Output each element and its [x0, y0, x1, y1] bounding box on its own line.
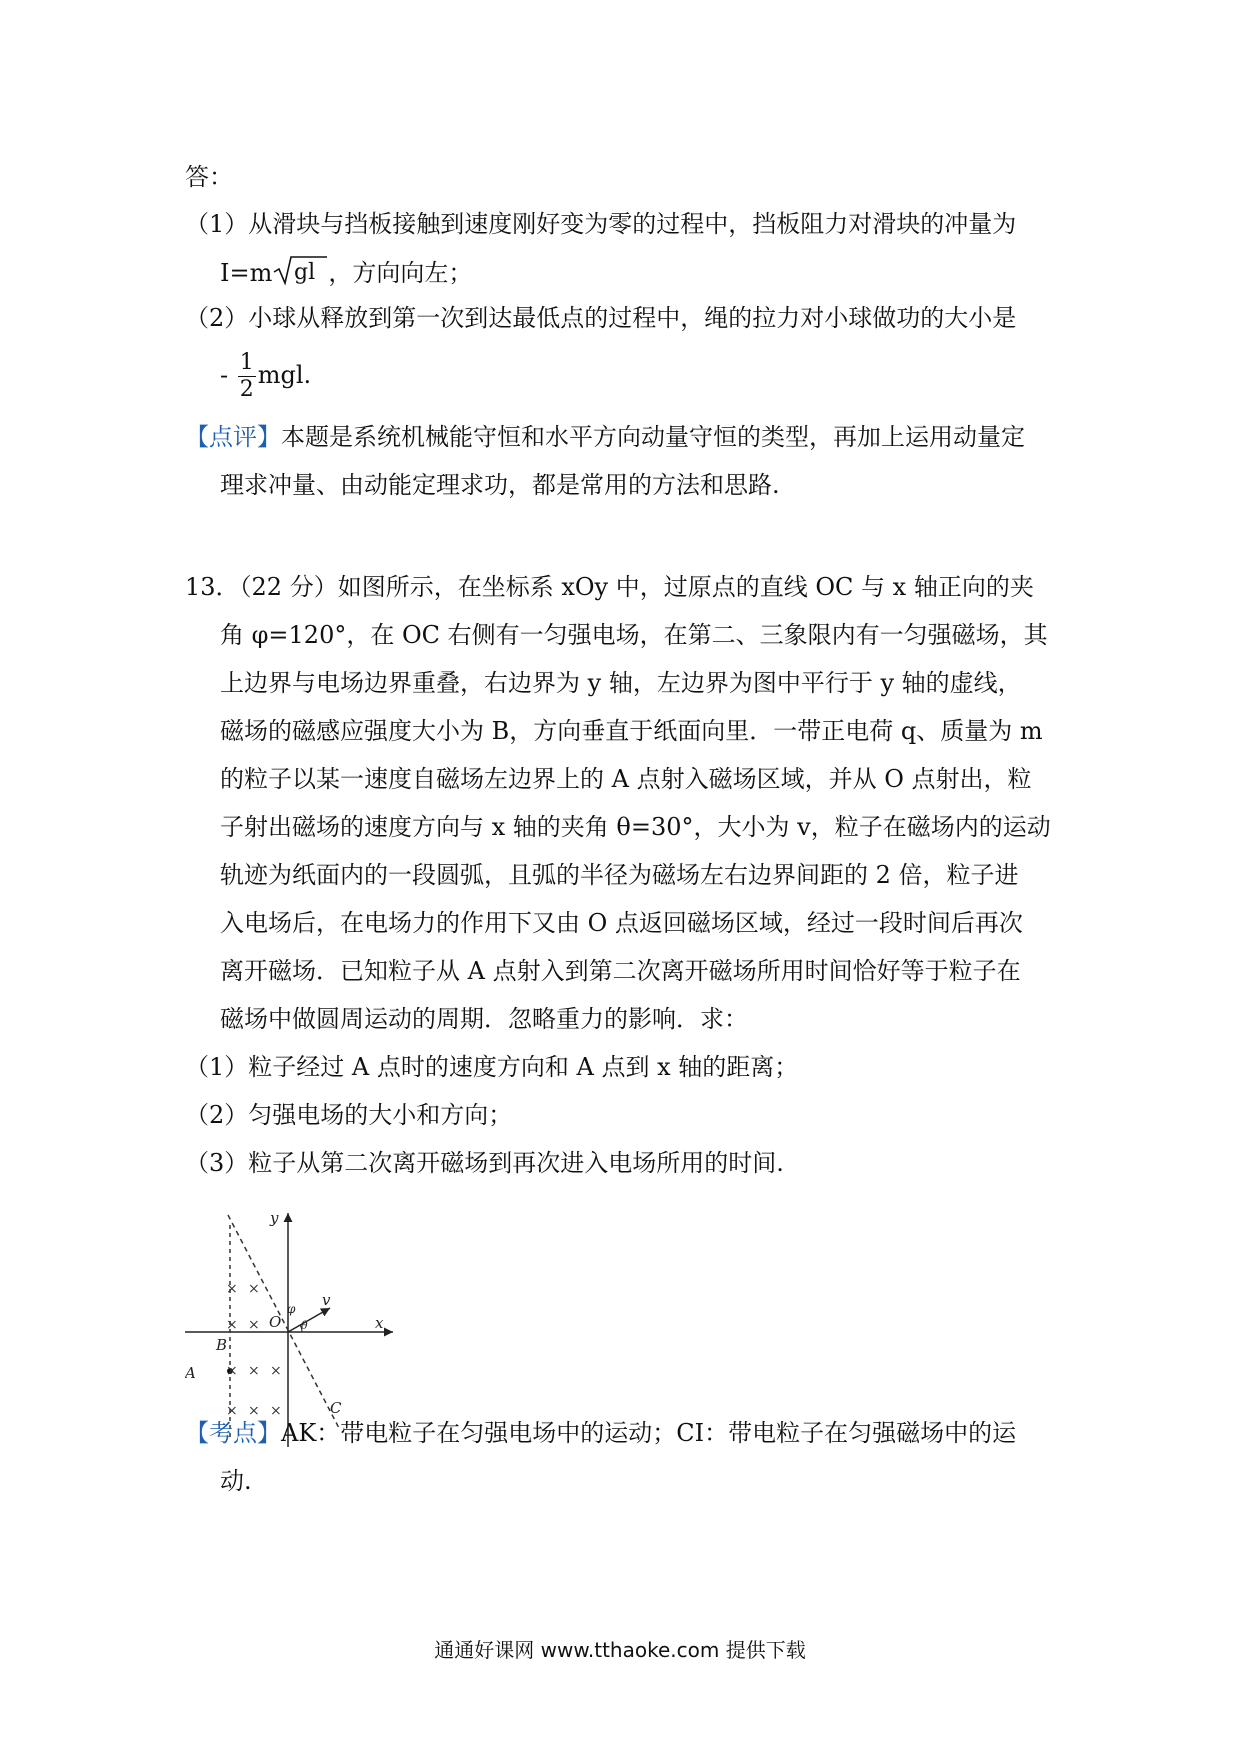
q13-line-4: 磁场的磁感应强度大小为 B，方向垂直于纸面向里．一带正电荷 q、质量为 m — [220, 717, 1043, 745]
svg-text:×: × — [226, 1317, 238, 1333]
comment-line1 — [185, 420, 1025, 454]
svg-text:×: × — [270, 1363, 282, 1379]
q13-line-1: 13．（22 分）如图所示，在坐标系 xOy 中，过原点的直线 OC 与 x 轴正向的夹 — [185, 573, 1034, 601]
svg-text:×: × — [226, 1281, 238, 1297]
kaodian-line2: 动. — [220, 1467, 252, 1495]
answer-part2-line1: （2）小球从释放到第一次到达最低点的过程中，绳的拉力对小球做功的大小是 — [185, 304, 1017, 332]
minus-sign: - — [220, 361, 229, 389]
q13-line-2: 角 φ=120°，在 OC 右侧有一匀强电场，在第二、三象限内有一匀强磁场，其 — [220, 621, 1048, 649]
answer-part2-suffix: mgl. — [257, 361, 312, 389]
q13-sub3: （3）粒子从第二次离开磁场到再次进入电场所用的时间. — [185, 1149, 784, 1177]
label-b: B — [216, 1336, 228, 1354]
q13-line-9: 离开磁场．已知粒子从 A 点射入到第二次离开磁场所用时间恰好等于粒子在 — [220, 957, 1021, 985]
label-o: O — [269, 1313, 282, 1331]
formula-suffix: ，方向向左； — [328, 259, 473, 287]
answer-part2-value — [220, 352, 311, 401]
answer-label: 答： — [185, 163, 233, 191]
svg-text:×: × — [226, 1363, 238, 1379]
field-crosses — [226, 1281, 282, 1419]
q13-sub2: （2）匀强电场的大小和方向； — [185, 1101, 513, 1129]
kaodian-text1: AK：带电粒子在匀强电场中的运动；CI：带电粒子在匀强磁场中的运 — [281, 1419, 1017, 1447]
comment-text1: 本题是系统机械能守恒和水平方向动量守恒的类型，再加上运用动量定 — [281, 423, 1025, 451]
label-x: x — [375, 1314, 384, 1332]
label-a: A — [185, 1364, 196, 1382]
sqrt-radicand: gl — [294, 260, 316, 285]
answer-part1-line1: （1）从滑块与挡板接触到速度刚好变为零的过程中，挡板阻力对滑块的冲量为 — [185, 210, 1017, 238]
label-phi: φ — [287, 1302, 296, 1316]
q13-line-3: 上边界与电场边界重叠，右边界为 y 轴，左边界为图中平行于 y 轴的虚线， — [220, 669, 1022, 697]
q13-line-6: 子射出磁场的速度方向与 x 轴的夹角 θ=30°，大小为 v，粒子在磁场内的运动 — [220, 813, 1051, 841]
kaodian-tag: 【考点】 — [185, 1419, 281, 1447]
label-theta: θ — [301, 1319, 308, 1332]
comment-tag: 【点评】 — [185, 423, 281, 451]
q13-sub1: （1）粒子经过 A 点时的速度方向和 A 点到 x 轴的距离； — [185, 1053, 799, 1081]
label-v: v — [322, 1291, 331, 1309]
label-y: y — [270, 1209, 279, 1227]
q13-line-10: 磁场中做圆周运动的周期．忽略重力的影响．求： — [220, 1005, 748, 1033]
q13-line-8: 入电场后，在电场力的作用下又由 O 点返回磁场区域，经过一段时间后再次 — [220, 909, 1023, 937]
comment-line2: 理求冲量、由动能定理求功，都是常用的方法和思路. — [220, 471, 780, 499]
svg-text:×: × — [248, 1403, 260, 1419]
q13-line-7: 轨迹为纸面内的一段圆弧，且弧的半径为磁场左右边界间距的 2 倍，粒子进 — [220, 861, 1019, 889]
fraction-half — [238, 352, 256, 401]
svg-text:×: × — [248, 1281, 260, 1297]
svg-text:×: × — [248, 1317, 260, 1333]
q13-line-5: 的粒子以某一速度自磁场左边界上的 A 点射入磁场区域，并从 O 点射出，粒 — [220, 765, 1032, 793]
formula-prefix: I=m — [220, 259, 273, 287]
svg-text:×: × — [226, 1403, 238, 1419]
page-footer: 通通好课网 www.tthaoke.com 提供下载 — [434, 1638, 806, 1662]
fraction-numerator: 1 — [239, 350, 254, 375]
fraction-denominator: 2 — [239, 377, 254, 402]
sqrt-symbol — [272, 254, 328, 295]
line-oc — [228, 1215, 340, 1430]
svg-text:×: × — [248, 1363, 260, 1379]
kaodian-line1 — [185, 1416, 1016, 1450]
svg-text:×: × — [270, 1403, 282, 1419]
answer-part1-formula — [220, 254, 472, 295]
label-c: C — [330, 1399, 342, 1417]
